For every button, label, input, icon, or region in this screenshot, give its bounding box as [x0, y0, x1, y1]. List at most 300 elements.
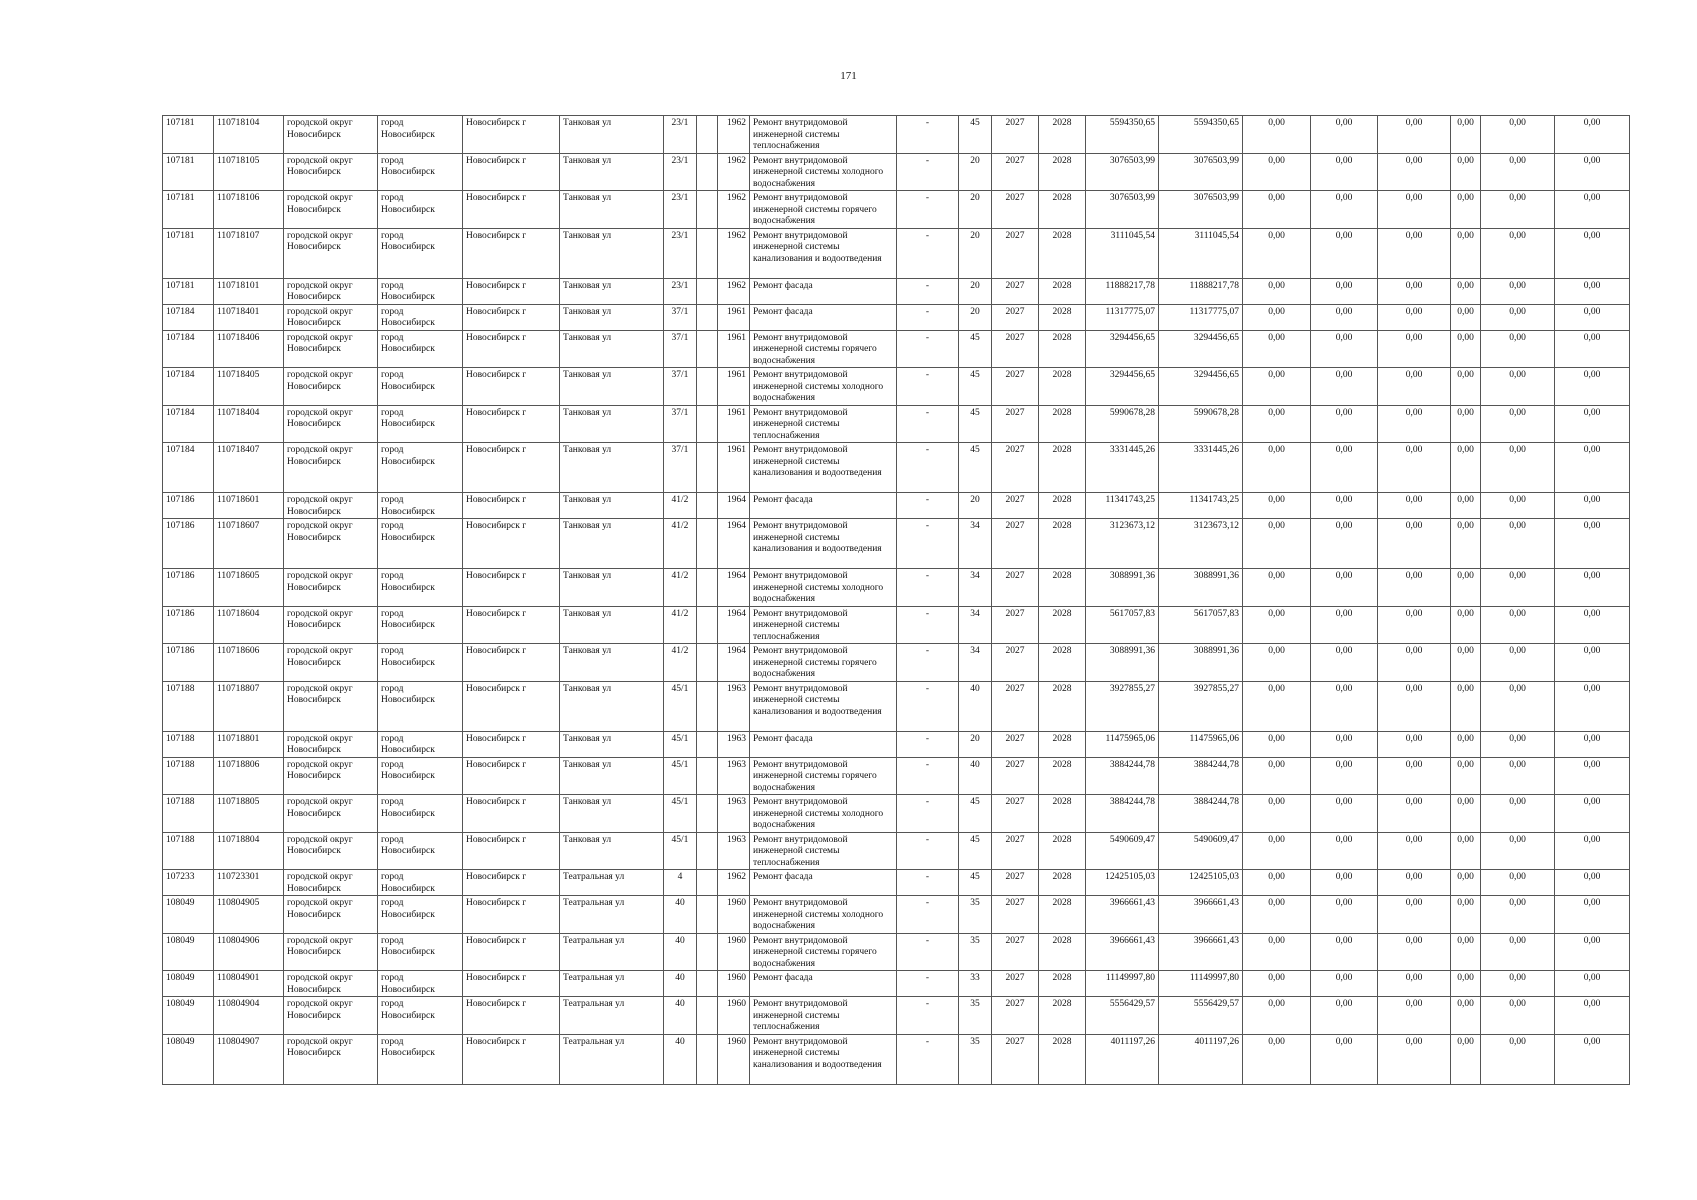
work-type-cell: Ремонт внутридомовой инженерной системы теплоснабжения — [750, 116, 897, 154]
dash-cell: - — [897, 493, 959, 519]
total-cost-cell: 3331445,26 — [1086, 443, 1159, 493]
table-row — [163, 278, 1630, 304]
dash-cell: - — [897, 870, 959, 896]
amount-6-cell: 0,00 — [1555, 795, 1630, 833]
amount-1-cell: 0,00 — [1243, 606, 1311, 644]
amount-1-cell: 0,00 — [1243, 795, 1311, 833]
end-year-cell: 2028 — [1039, 971, 1086, 997]
amount-6-cell: 0,00 — [1555, 191, 1630, 229]
building-cell — [697, 971, 718, 997]
amount-2-cell: 0,00 — [1311, 330, 1378, 368]
amount-3-cell: 0,00 — [1378, 832, 1451, 870]
amount-2-cell: 0,00 — [1311, 896, 1378, 934]
amount-1-cell: 0,00 — [1243, 493, 1311, 519]
amount-3-cell: 0,00 — [1378, 1034, 1451, 1084]
build-year-cell: 1962 — [718, 116, 750, 154]
object-id-cell: 107188 — [163, 832, 214, 870]
house-number-cell: 23/1 — [664, 228, 697, 278]
end-year-cell: 2028 — [1039, 368, 1086, 406]
amount-4-cell: 0,00 — [1451, 304, 1481, 330]
table-body — [163, 116, 1630, 1085]
amount-4-cell: 0,00 — [1451, 228, 1481, 278]
end-year-cell: 2028 — [1039, 228, 1086, 278]
start-year-cell: 2027 — [992, 368, 1039, 406]
end-year-cell: 2028 — [1039, 731, 1086, 757]
object-id-cell: 107181 — [163, 228, 214, 278]
build-year-cell: 1962 — [718, 228, 750, 278]
wear-cell: 45 — [959, 795, 992, 833]
amount-5-cell: 0,00 — [1481, 228, 1555, 278]
city-cell: Новосибирск г — [463, 519, 560, 569]
amount-5-cell: 0,00 — [1481, 278, 1555, 304]
start-year-cell: 2027 — [992, 644, 1039, 682]
amount-6-cell: 0,00 — [1555, 228, 1630, 278]
dash-cell: - — [897, 116, 959, 154]
dash-cell: - — [897, 368, 959, 406]
work-type-cell: Ремонт внутридомовой инженерной системы горячего водоснабжения — [750, 191, 897, 229]
amount-4-cell: 0,00 — [1451, 896, 1481, 934]
wear-cell: 20 — [959, 153, 992, 191]
district-cell: городской округ Новосибирск — [284, 368, 378, 406]
building-cell — [697, 330, 718, 368]
street-cell: Танковая ул — [560, 606, 664, 644]
dash-cell: - — [897, 644, 959, 682]
amount-3-cell: 0,00 — [1378, 896, 1451, 934]
fund-cost-cell: 3884244,78 — [1159, 757, 1243, 795]
settlement-cell: город Новосибирск — [378, 933, 463, 971]
amount-6-cell: 0,00 — [1555, 644, 1630, 682]
total-cost-cell: 11317775,07 — [1086, 304, 1159, 330]
amount-6-cell: 0,00 — [1555, 971, 1630, 997]
amount-2-cell: 0,00 — [1311, 870, 1378, 896]
end-year-cell: 2028 — [1039, 681, 1086, 731]
city-cell: Новосибирск г — [463, 330, 560, 368]
fund-cost-cell: 11317775,07 — [1159, 304, 1243, 330]
build-year-cell: 1964 — [718, 569, 750, 607]
total-cost-cell: 3076503,99 — [1086, 191, 1159, 229]
amount-2-cell: 0,00 — [1311, 933, 1378, 971]
settlement-cell: город Новосибирск — [378, 443, 463, 493]
build-year-cell: 1964 — [718, 606, 750, 644]
amount-1-cell: 0,00 — [1243, 997, 1311, 1035]
amount-1-cell: 0,00 — [1243, 832, 1311, 870]
amount-6-cell: 0,00 — [1555, 569, 1630, 607]
dash-cell: - — [897, 228, 959, 278]
street-cell: Танковая ул — [560, 795, 664, 833]
street-cell: Театральная ул — [560, 971, 664, 997]
total-cost-cell: 5990678,28 — [1086, 405, 1159, 443]
work-type-cell: Ремонт внутридомовой инженерной системы холодного водоснабжения — [750, 153, 897, 191]
fund-cost-cell: 3088991,36 — [1159, 569, 1243, 607]
start-year-cell: 2027 — [992, 731, 1039, 757]
build-year-cell: 1962 — [718, 153, 750, 191]
amount-4-cell: 0,00 — [1451, 278, 1481, 304]
total-cost-cell: 3966661,43 — [1086, 896, 1159, 934]
start-year-cell: 2027 — [992, 569, 1039, 607]
amount-1-cell: 0,00 — [1243, 330, 1311, 368]
work-code-cell: 110804904 — [214, 997, 284, 1035]
object-id-cell: 107188 — [163, 731, 214, 757]
amount-6-cell: 0,00 — [1555, 278, 1630, 304]
start-year-cell: 2027 — [992, 795, 1039, 833]
build-year-cell: 1963 — [718, 832, 750, 870]
object-id-cell: 107186 — [163, 493, 214, 519]
fund-cost-cell: 3927855,27 — [1159, 681, 1243, 731]
table-row — [163, 228, 1630, 278]
amount-5-cell: 0,00 — [1481, 405, 1555, 443]
amount-2-cell: 0,00 — [1311, 304, 1378, 330]
amount-2-cell: 0,00 — [1311, 1034, 1378, 1084]
district-cell: городской округ Новосибирск — [284, 278, 378, 304]
amount-2-cell: 0,00 — [1311, 971, 1378, 997]
work-type-cell: Ремонт фасада — [750, 278, 897, 304]
start-year-cell: 2027 — [992, 330, 1039, 368]
work-type-cell: Ремонт внутридомовой инженерной системы канализования и водоотведения — [750, 443, 897, 493]
amount-2-cell: 0,00 — [1311, 116, 1378, 154]
work-type-cell: Ремонт внутридомовой инженерной системы канализования и водоотведения — [750, 1034, 897, 1084]
city-cell: Новосибирск г — [463, 933, 560, 971]
building-cell — [697, 1034, 718, 1084]
work-code-cell: 110718107 — [214, 228, 284, 278]
amount-4-cell: 0,00 — [1451, 330, 1481, 368]
amount-2-cell: 0,00 — [1311, 731, 1378, 757]
object-id-cell: 107186 — [163, 606, 214, 644]
amount-3-cell: 0,00 — [1378, 644, 1451, 682]
building-cell — [697, 870, 718, 896]
house-number-cell: 41/2 — [664, 644, 697, 682]
building-cell — [697, 896, 718, 934]
city-cell: Новосибирск г — [463, 368, 560, 406]
end-year-cell: 2028 — [1039, 832, 1086, 870]
amount-4-cell: 0,00 — [1451, 519, 1481, 569]
building-cell — [697, 278, 718, 304]
object-id-cell: 108049 — [163, 971, 214, 997]
work-type-cell: Ремонт внутридомовой инженерной системы холодного водоснабжения — [750, 368, 897, 406]
house-number-cell: 41/2 — [664, 519, 697, 569]
wear-cell: 20 — [959, 731, 992, 757]
amount-1-cell: 0,00 — [1243, 896, 1311, 934]
building-cell — [697, 443, 718, 493]
house-number-cell: 37/1 — [664, 330, 697, 368]
amount-3-cell: 0,00 — [1378, 330, 1451, 368]
work-code-cell: 110718607 — [214, 519, 284, 569]
building-cell — [697, 191, 718, 229]
city-cell: Новосибирск г — [463, 1034, 560, 1084]
street-cell: Танковая ул — [560, 330, 664, 368]
amount-4-cell: 0,00 — [1451, 997, 1481, 1035]
end-year-cell: 2028 — [1039, 405, 1086, 443]
district-cell: городской округ Новосибирск — [284, 330, 378, 368]
wear-cell: 40 — [959, 681, 992, 731]
object-id-cell: 108049 — [163, 933, 214, 971]
city-cell: Новосибирск г — [463, 971, 560, 997]
amount-1-cell: 0,00 — [1243, 116, 1311, 154]
amount-1-cell: 0,00 — [1243, 228, 1311, 278]
amount-3-cell: 0,00 — [1378, 519, 1451, 569]
end-year-cell: 2028 — [1039, 997, 1086, 1035]
wear-cell: 20 — [959, 278, 992, 304]
total-cost-cell: 3076503,99 — [1086, 153, 1159, 191]
amount-2-cell: 0,00 — [1311, 153, 1378, 191]
house-number-cell: 40 — [664, 1034, 697, 1084]
total-cost-cell: 11149997,80 — [1086, 971, 1159, 997]
work-code-cell: 110718105 — [214, 153, 284, 191]
total-cost-cell: 11475965,06 — [1086, 731, 1159, 757]
fund-cost-cell: 3966661,43 — [1159, 933, 1243, 971]
amount-5-cell: 0,00 — [1481, 606, 1555, 644]
amount-6-cell: 0,00 — [1555, 519, 1630, 569]
amount-5-cell: 0,00 — [1481, 493, 1555, 519]
settlement-cell: город Новосибирск — [378, 569, 463, 607]
work-type-cell: Ремонт внутридомовой инженерной системы теплоснабжения — [750, 606, 897, 644]
amount-5-cell: 0,00 — [1481, 368, 1555, 406]
build-year-cell: 1962 — [718, 191, 750, 229]
settlement-cell: город Новосибирск — [378, 832, 463, 870]
city-cell: Новосибирск г — [463, 896, 560, 934]
settlement-cell: город Новосибирск — [378, 795, 463, 833]
build-year-cell: 1960 — [718, 997, 750, 1035]
wear-cell: 34 — [959, 569, 992, 607]
amount-2-cell: 0,00 — [1311, 405, 1378, 443]
end-year-cell: 2028 — [1039, 191, 1086, 229]
district-cell: городской округ Новосибирск — [284, 1034, 378, 1084]
amount-6-cell: 0,00 — [1555, 116, 1630, 154]
district-cell: городской округ Новосибирск — [284, 228, 378, 278]
work-code-cell: 110718807 — [214, 681, 284, 731]
amount-6-cell: 0,00 — [1555, 681, 1630, 731]
amount-3-cell: 0,00 — [1378, 606, 1451, 644]
start-year-cell: 2027 — [992, 304, 1039, 330]
dash-cell: - — [897, 832, 959, 870]
settlement-cell: город Новосибирск — [378, 1034, 463, 1084]
work-type-cell: Ремонт фасада — [750, 493, 897, 519]
house-number-cell: 41/2 — [664, 493, 697, 519]
work-type-cell: Ремонт внутридомовой инженерной системы канализования и водоотведения — [750, 681, 897, 731]
house-number-cell: 41/2 — [664, 606, 697, 644]
object-id-cell: 107188 — [163, 795, 214, 833]
amount-2-cell: 0,00 — [1311, 606, 1378, 644]
city-cell: Новосибирск г — [463, 757, 560, 795]
start-year-cell: 2027 — [992, 116, 1039, 154]
work-code-cell: 110718401 — [214, 304, 284, 330]
start-year-cell: 2027 — [992, 443, 1039, 493]
district-cell: городской округ Новосибирск — [284, 493, 378, 519]
building-cell — [697, 757, 718, 795]
amount-1-cell: 0,00 — [1243, 569, 1311, 607]
city-cell: Новосибирск г — [463, 493, 560, 519]
object-id-cell: 107188 — [163, 681, 214, 731]
table-row — [163, 731, 1630, 757]
building-cell — [697, 368, 718, 406]
amount-1-cell: 0,00 — [1243, 443, 1311, 493]
street-cell: Танковая ул — [560, 191, 664, 229]
amount-1-cell: 0,00 — [1243, 933, 1311, 971]
house-number-cell: 4 — [664, 870, 697, 896]
end-year-cell: 2028 — [1039, 606, 1086, 644]
amount-1-cell: 0,00 — [1243, 368, 1311, 406]
amount-5-cell: 0,00 — [1481, 681, 1555, 731]
table-row — [163, 644, 1630, 682]
amount-2-cell: 0,00 — [1311, 191, 1378, 229]
object-id-cell: 107181 — [163, 116, 214, 154]
amount-3-cell: 0,00 — [1378, 228, 1451, 278]
fund-cost-cell: 11888217,78 — [1159, 278, 1243, 304]
amount-2-cell: 0,00 — [1311, 368, 1378, 406]
dash-cell: - — [897, 1034, 959, 1084]
work-type-cell: Ремонт внутридомовой инженерной системы горячего водоснабжения — [750, 757, 897, 795]
house-number-cell: 23/1 — [664, 153, 697, 191]
city-cell: Новосибирск г — [463, 870, 560, 896]
street-cell: Танковая ул — [560, 569, 664, 607]
amount-5-cell: 0,00 — [1481, 795, 1555, 833]
table-row — [163, 997, 1630, 1035]
object-id-cell: 107186 — [163, 569, 214, 607]
amount-5-cell: 0,00 — [1481, 757, 1555, 795]
wear-cell: 20 — [959, 304, 992, 330]
work-code-cell: 110804905 — [214, 896, 284, 934]
wear-cell: 34 — [959, 606, 992, 644]
build-year-cell: 1960 — [718, 896, 750, 934]
end-year-cell: 2028 — [1039, 519, 1086, 569]
house-number-cell: 23/1 — [664, 278, 697, 304]
total-cost-cell: 3294456,65 — [1086, 330, 1159, 368]
build-year-cell: 1963 — [718, 681, 750, 731]
build-year-cell: 1960 — [718, 933, 750, 971]
table-row — [163, 116, 1630, 154]
city-cell: Новосибирск г — [463, 644, 560, 682]
work-code-cell: 110804906 — [214, 933, 284, 971]
amount-1-cell: 0,00 — [1243, 681, 1311, 731]
amount-3-cell: 0,00 — [1378, 569, 1451, 607]
amount-4-cell: 0,00 — [1451, 681, 1481, 731]
house-number-cell: 40 — [664, 971, 697, 997]
build-year-cell: 1962 — [718, 278, 750, 304]
city-cell: Новосибирск г — [463, 153, 560, 191]
amount-2-cell: 0,00 — [1311, 228, 1378, 278]
district-cell: городской округ Новосибирск — [284, 519, 378, 569]
amount-6-cell: 0,00 — [1555, 870, 1630, 896]
city-cell: Новосибирск г — [463, 191, 560, 229]
settlement-cell: город Новосибирск — [378, 870, 463, 896]
amount-6-cell: 0,00 — [1555, 832, 1630, 870]
amount-5-cell: 0,00 — [1481, 1034, 1555, 1084]
district-cell: городской округ Новосибирск — [284, 443, 378, 493]
amount-3-cell: 0,00 — [1378, 116, 1451, 154]
wear-cell: 33 — [959, 971, 992, 997]
page-number: 171 — [840, 70, 857, 82]
amount-4-cell: 0,00 — [1451, 368, 1481, 406]
wear-cell: 40 — [959, 757, 992, 795]
work-type-cell: Ремонт фасада — [750, 971, 897, 997]
amount-4-cell: 0,00 — [1451, 191, 1481, 229]
amount-3-cell: 0,00 — [1378, 971, 1451, 997]
amount-6-cell: 0,00 — [1555, 896, 1630, 934]
amount-1-cell: 0,00 — [1243, 519, 1311, 569]
amount-4-cell: 0,00 — [1451, 757, 1481, 795]
amount-1-cell: 0,00 — [1243, 731, 1311, 757]
start-year-cell: 2027 — [992, 971, 1039, 997]
work-code-cell: 110718805 — [214, 795, 284, 833]
amount-4-cell: 0,00 — [1451, 116, 1481, 154]
street-cell: Танковая ул — [560, 832, 664, 870]
amount-6-cell: 0,00 — [1555, 368, 1630, 406]
settlement-cell: город Новосибирск — [378, 330, 463, 368]
object-id-cell: 107184 — [163, 368, 214, 406]
amount-3-cell: 0,00 — [1378, 997, 1451, 1035]
district-cell: городской округ Новосибирск — [284, 681, 378, 731]
object-id-cell: 107184 — [163, 443, 214, 493]
dash-cell: - — [897, 330, 959, 368]
house-number-cell: 40 — [664, 997, 697, 1035]
total-cost-cell: 3927855,27 — [1086, 681, 1159, 731]
amount-3-cell: 0,00 — [1378, 493, 1451, 519]
end-year-cell: 2028 — [1039, 644, 1086, 682]
start-year-cell: 2027 — [992, 405, 1039, 443]
fund-cost-cell: 5490609,47 — [1159, 832, 1243, 870]
work-type-cell: Ремонт внутридомовой инженерной системы горячего водоснабжения — [750, 933, 897, 971]
district-cell: городской округ Новосибирск — [284, 569, 378, 607]
dash-cell: - — [897, 757, 959, 795]
amount-5-cell: 0,00 — [1481, 644, 1555, 682]
building-cell — [697, 569, 718, 607]
object-id-cell: 107233 — [163, 870, 214, 896]
table-row — [163, 1034, 1630, 1084]
work-type-cell: Ремонт внутридомовой инженерной системы теплоснабжения — [750, 832, 897, 870]
fund-cost-cell: 3076503,99 — [1159, 191, 1243, 229]
end-year-cell: 2028 — [1039, 304, 1086, 330]
building-cell — [697, 405, 718, 443]
table-row — [163, 933, 1630, 971]
city-cell: Новосибирск г — [463, 278, 560, 304]
table-row — [163, 493, 1630, 519]
table-row — [163, 896, 1630, 934]
amount-5-cell: 0,00 — [1481, 330, 1555, 368]
amount-4-cell: 0,00 — [1451, 1034, 1481, 1084]
work-code-cell: 110723301 — [214, 870, 284, 896]
settlement-cell: город Новосибирск — [378, 519, 463, 569]
city-cell: Новосибирск г — [463, 116, 560, 154]
end-year-cell: 2028 — [1039, 569, 1086, 607]
start-year-cell: 2027 — [992, 191, 1039, 229]
capital-repair-table — [162, 115, 1630, 1085]
fund-cost-cell: 3331445,26 — [1159, 443, 1243, 493]
table-row — [163, 330, 1630, 368]
city-cell: Новосибирск г — [463, 795, 560, 833]
work-code-cell: 110718804 — [214, 832, 284, 870]
settlement-cell: город Новосибирск — [378, 368, 463, 406]
amount-1-cell: 0,00 — [1243, 757, 1311, 795]
house-number-cell: 45/1 — [664, 832, 697, 870]
amount-6-cell: 0,00 — [1555, 493, 1630, 519]
amount-1-cell: 0,00 — [1243, 1034, 1311, 1084]
street-cell: Танковая ул — [560, 278, 664, 304]
city-cell: Новосибирск г — [463, 443, 560, 493]
building-cell — [697, 731, 718, 757]
house-number-cell: 40 — [664, 933, 697, 971]
amount-4-cell: 0,00 — [1451, 731, 1481, 757]
amount-5-cell: 0,00 — [1481, 153, 1555, 191]
total-cost-cell: 3884244,78 — [1086, 795, 1159, 833]
end-year-cell: 2028 — [1039, 330, 1086, 368]
total-cost-cell: 4011197,26 — [1086, 1034, 1159, 1084]
fund-cost-cell: 5617057,83 — [1159, 606, 1243, 644]
amount-3-cell: 0,00 — [1378, 870, 1451, 896]
settlement-cell: город Новосибирск — [378, 405, 463, 443]
work-type-cell: Ремонт внутридомовой инженерной системы теплоснабжения — [750, 405, 897, 443]
street-cell: Танковая ул — [560, 153, 664, 191]
table-row — [163, 443, 1630, 493]
start-year-cell: 2027 — [992, 757, 1039, 795]
